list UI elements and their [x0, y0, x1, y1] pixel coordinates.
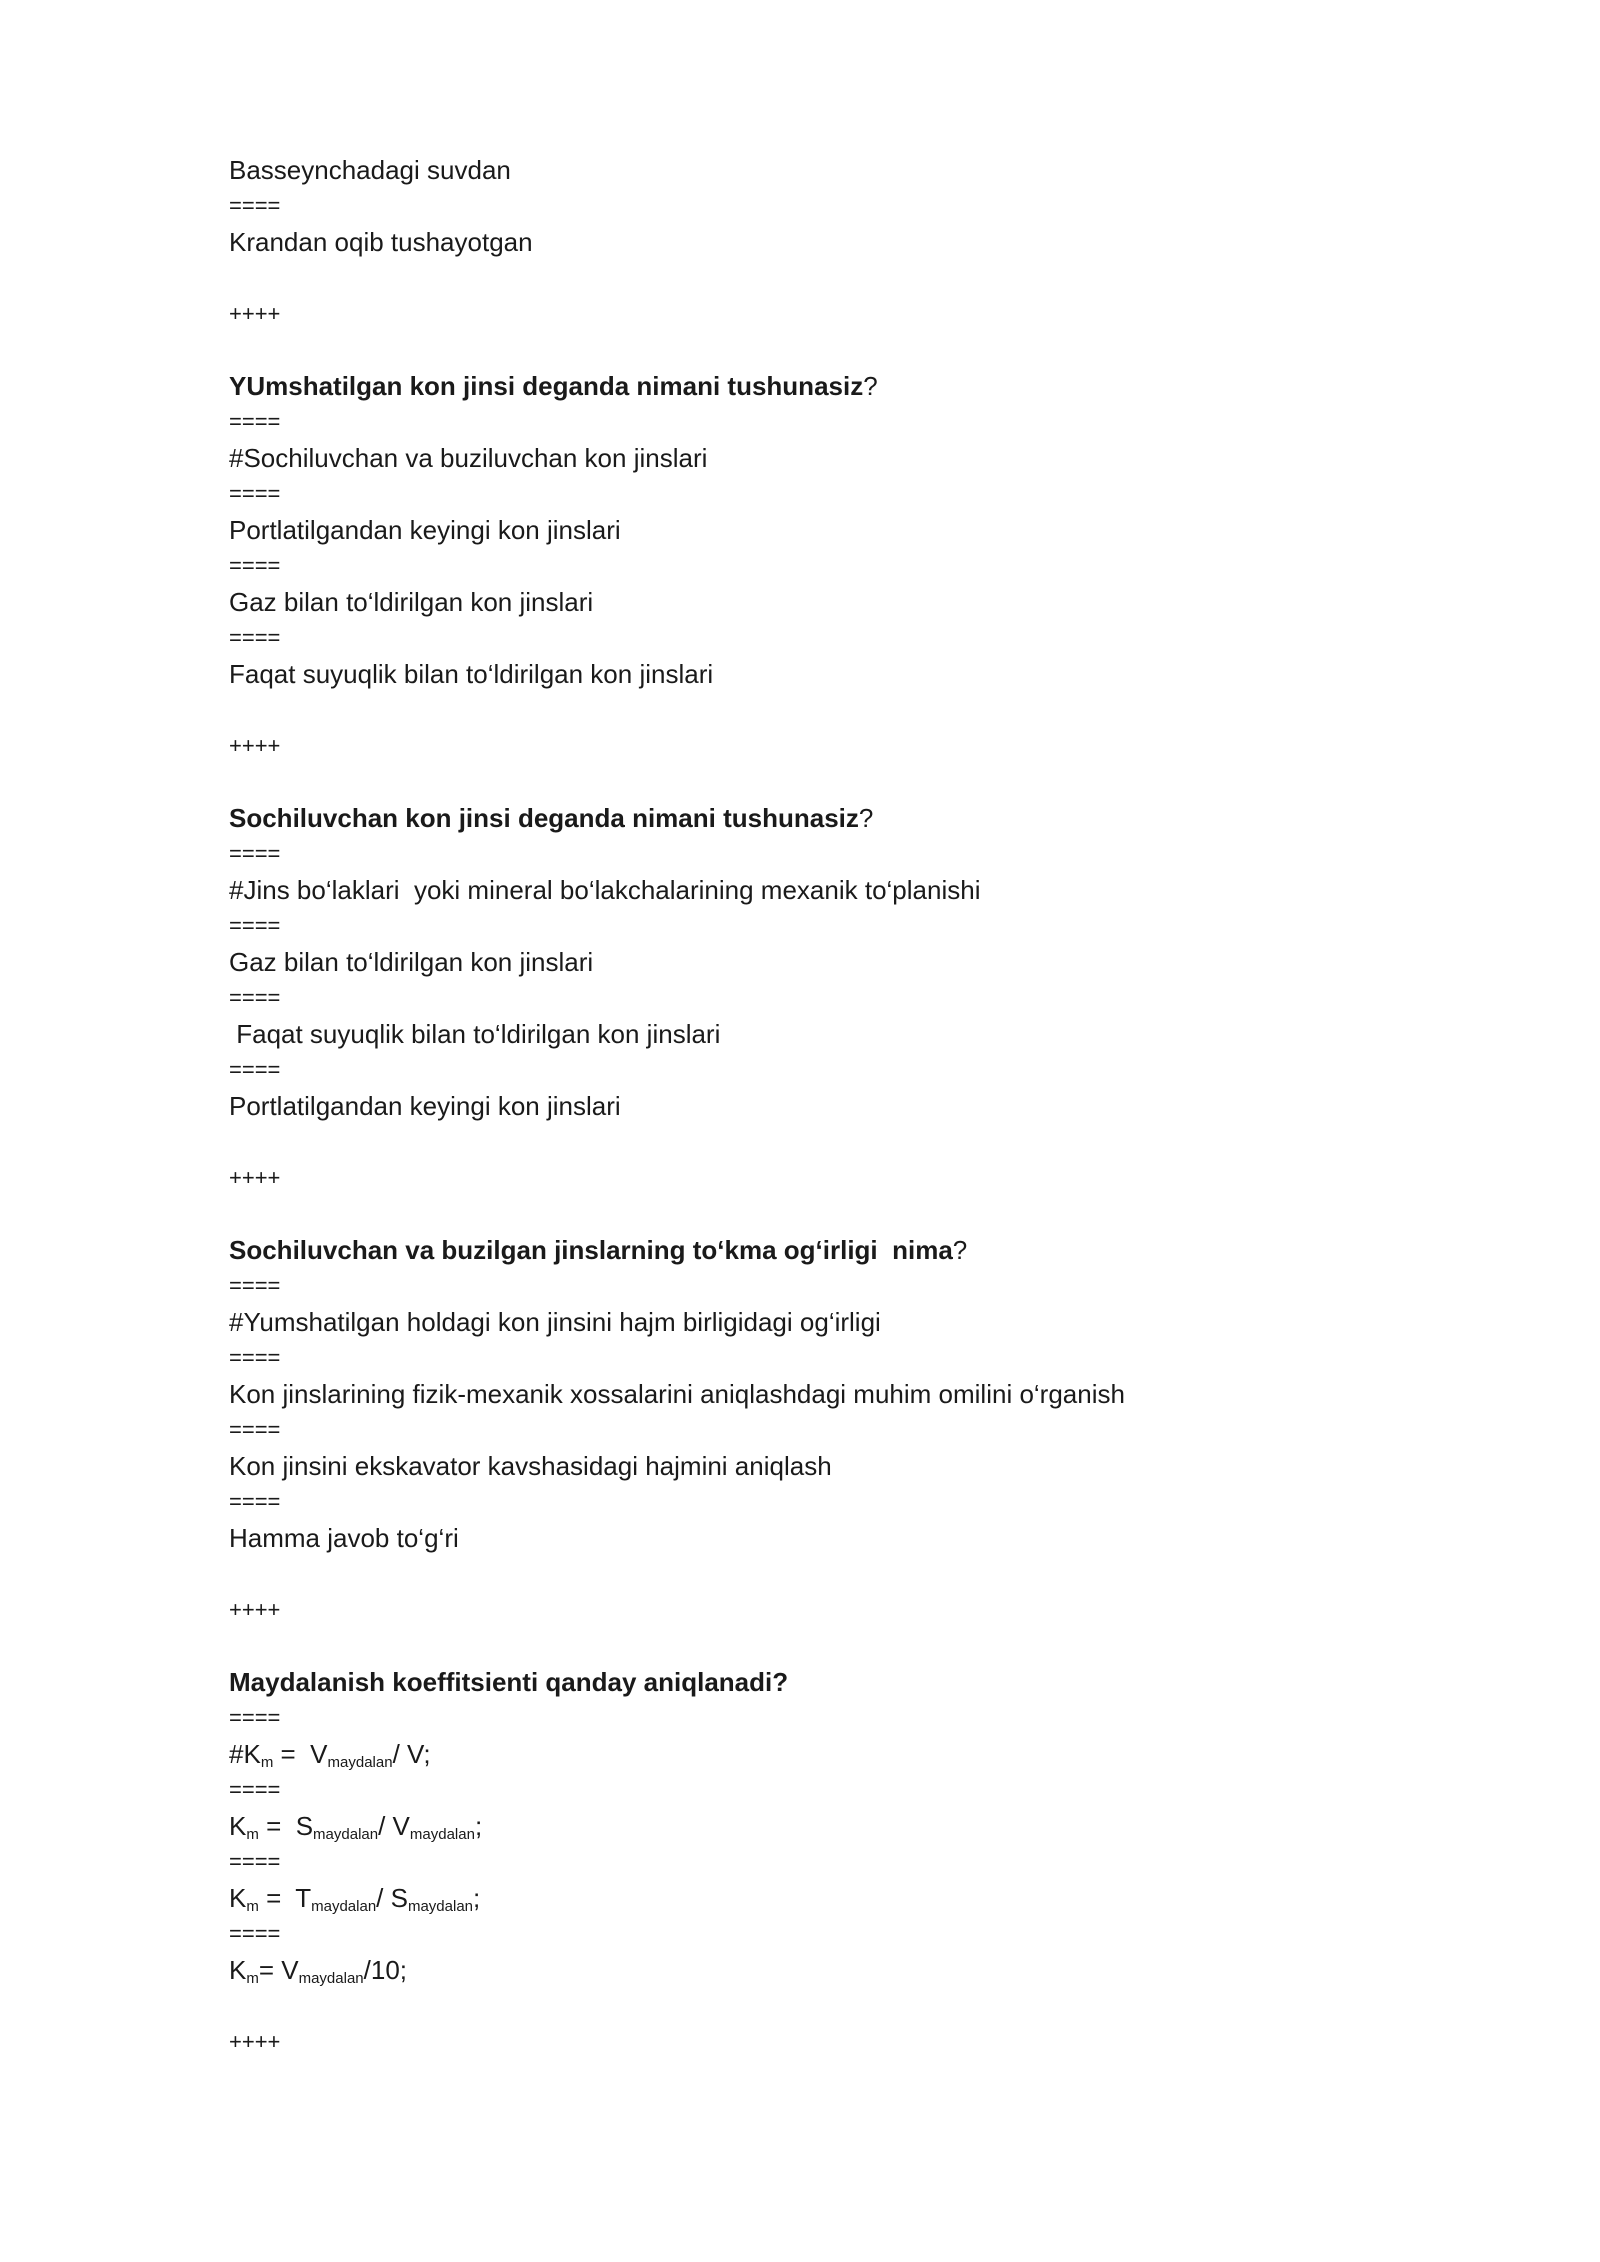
blank-line	[229, 764, 1429, 800]
answer-option: Hamma javob to‘g‘ri	[229, 1523, 459, 1553]
answer-option: Portlatilgandan keyingi kon jinslari	[229, 1091, 621, 1121]
question-mark: ?	[858, 803, 874, 833]
question-text: YUmshatilgan kon jinsi deganda nimani tushunasiz	[229, 371, 864, 401]
separator: ====	[229, 913, 281, 938]
answer-option: #Jins bo‘laklari yoki mineral bo‘lakchalarining mexanik to‘planishi	[229, 875, 981, 905]
formula-part: /10;	[363, 1955, 408, 1985]
formula-symbol: K	[229, 1883, 247, 1913]
formula-symbol: K	[229, 1955, 247, 1985]
formula-subscript: maydalan	[407, 1898, 474, 1915]
blank-line	[229, 332, 1429, 368]
separator: ====	[229, 553, 281, 578]
formula-subscript: m	[246, 1826, 259, 1843]
answer-option: Kon jinslarining fizik-mexanik xossalarini aniqlashdagi muhim omilini o‘rganish	[229, 1379, 1125, 1409]
separator: ====	[229, 1345, 281, 1370]
block-separator: ++++	[229, 2029, 281, 2054]
intro-line-1: Basseynchadagi suvdan	[229, 155, 511, 185]
separator: ====	[229, 1777, 281, 1802]
formula-part: / V;	[392, 1739, 431, 1769]
answer-option: Portlatilgandan keyingi kon jinslari	[229, 515, 621, 545]
question-text: Sochiluvchan kon jinsi deganda nimani tushunasiz	[229, 803, 859, 833]
answer-option: Kon jinsini ekskavator kavshasidagi hajmini aniqlash	[229, 1451, 832, 1481]
answer-option: #Sochiluvchan va buziluvchan kon jinslari	[229, 443, 708, 473]
formula-symbol: #K	[229, 1739, 261, 1769]
blank-line	[229, 692, 1429, 728]
separator: ====	[229, 985, 281, 1010]
answer-option: Faqat suyuqlik bilan to‘ldirilgan kon jinslari	[229, 659, 714, 689]
blank-line	[229, 260, 1429, 296]
blank-line	[229, 1628, 1429, 1664]
formula-part: = V	[258, 1955, 299, 1985]
answer-option: #Yumshatilgan holdagi kon jinsini hajm birligidagi og‘irligi	[229, 1307, 881, 1337]
formula-subscript: maydalan	[298, 1970, 364, 1987]
formula-option-1	[229, 1736, 1429, 1772]
block-separator: ++++	[229, 733, 281, 758]
separator: ====	[229, 1705, 281, 1730]
answer-option: Faqat suyuqlik bilan to‘ldirilgan kon jinslari	[229, 1019, 721, 1049]
formula-subscript: m	[246, 1898, 259, 1915]
separator: ====	[229, 1273, 281, 1298]
formula-part: ;	[473, 1883, 481, 1913]
blank-line	[229, 1124, 1429, 1160]
formula-part: = T	[258, 1883, 312, 1913]
separator: ====	[229, 1057, 281, 1082]
separator: ====	[229, 1849, 281, 1874]
question-4: Maydalanish koeffitsienti qanday aniqlanadi?	[229, 1667, 789, 1697]
formula-symbol: K	[229, 1811, 247, 1841]
formula-part: = V	[273, 1739, 328, 1769]
block-separator: ++++	[229, 301, 281, 326]
blank-line	[229, 1196, 1429, 1232]
question-2	[229, 800, 1429, 836]
question-3	[229, 1232, 1429, 1268]
question-1	[229, 368, 1429, 404]
answer-option: Gaz bilan to‘ldirilgan kon jinslari	[229, 947, 594, 977]
formula-subscript: maydalan	[311, 1898, 377, 1915]
separator: ====	[229, 481, 281, 506]
separator: ====	[229, 193, 281, 218]
block-separator: ++++	[229, 1597, 281, 1622]
separator: ====	[229, 1921, 281, 1946]
document-page	[229, 152, 1429, 2060]
blank-line	[229, 1988, 1429, 2024]
formula-part: / S	[376, 1883, 408, 1913]
question-text: Sochiluvchan va buzilgan jinslarning to‘kma og‘irligi nima	[229, 1235, 953, 1265]
formula-option-3	[229, 1880, 1429, 1916]
blank-line	[229, 1556, 1429, 1592]
formula-part: = S	[258, 1811, 314, 1841]
separator: ====	[229, 409, 281, 434]
separator: ====	[229, 1489, 281, 1514]
question-mark: ?	[863, 371, 878, 401]
formula-subscript: maydalan	[313, 1826, 379, 1843]
block-separator: ++++	[229, 1165, 281, 1190]
formula-subscript: maydalan	[409, 1826, 475, 1843]
formula-subscript: m	[246, 1970, 259, 1987]
formula-subscript: m	[260, 1754, 274, 1771]
formula-part: / V	[378, 1811, 410, 1841]
separator: ====	[229, 625, 281, 650]
formula-option-4	[229, 1952, 1429, 1988]
formula-subscript: maydalan	[327, 1754, 393, 1771]
intro-line-2: Krandan oqib tushayotgan	[229, 227, 533, 257]
separator: ====	[229, 841, 281, 866]
answer-option: Gaz bilan to‘ldirilgan kon jinslari	[229, 587, 594, 617]
formula-part: ;	[474, 1811, 483, 1841]
separator: ====	[229, 1417, 281, 1442]
question-mark: ?	[952, 1235, 968, 1265]
formula-option-2	[229, 1808, 1429, 1844]
